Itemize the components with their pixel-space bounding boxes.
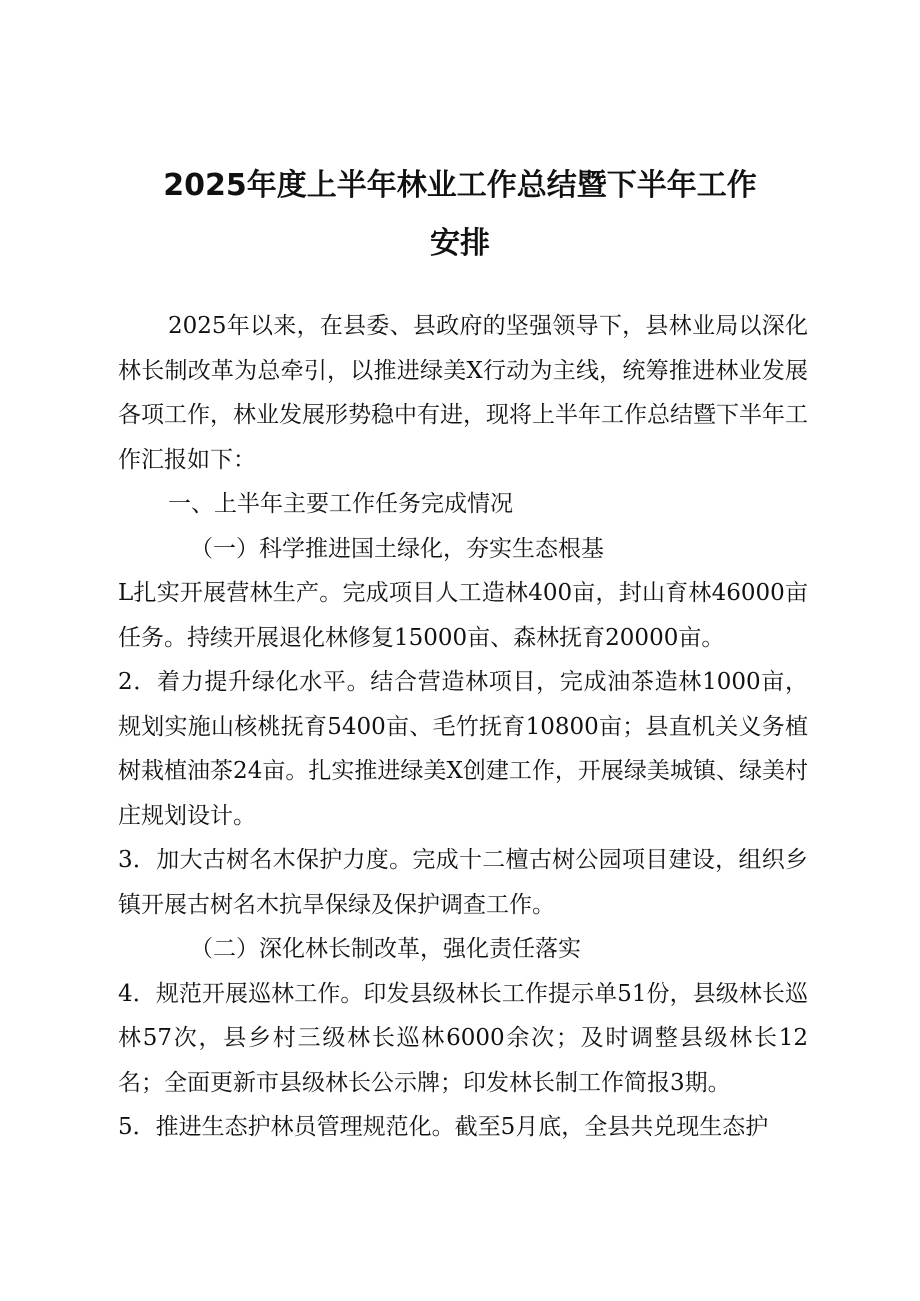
intro-paragraph: 2025年以来，在县委、县政府的坚强领导下，县林业局以深化林长制改革为总牵引，以推进绿美X行动为主线，统筹推进林业发展各项工作，林业发展形势稳中有进，现将上半年工作总结暨下半年工作汇报如下： (118, 313, 808, 473)
list-item-3: 3．加大古树名木保护力度。完成十二檀古树公园项目建设，组织乡镇开展古树名木抗旱保绿及保护调查工作。 (118, 847, 808, 918)
title-line-2: 安排 (430, 226, 490, 261)
list-item-5: 5．推进生态护林员管理规范化。截至5月底，全县共兑现生态护 (118, 1114, 769, 1140)
document-body (118, 304, 808, 1150)
subsection-heading-2: （二）深化林长制改革，强化责任落实 (190, 936, 581, 962)
list-item-1: L扎实开展营林生产。完成项目人工造林400亩，封山育林46000亩任务。持续开展退化林修复15000亩、森林抚育20000亩。 (118, 580, 808, 651)
list-item-2: 2．着力提升绿化水平。结合营造林项目，完成油茶造林1000亩，规划实施山核桃抚育5400亩、毛竹抚育10800亩；县直机关义务植树栽植油茶24亩。扎实推进绿美X创建工作，开展绿美城镇、绿美村庄规划设计。 (118, 669, 808, 829)
list-item-4: 4．规范开展巡林工作。印发县级林长工作提示单51份，县级林长巡林57次，县乡村三级林长巡林6000余次；及时调整县级林长12名；全面更新市县级林长公示牌；印发林长制工作简报3期。 (118, 980, 808, 1096)
title-line-1: 2025年度上半年林业工作总结暨下半年工作 (163, 168, 757, 203)
subsection-heading-1: （一）科学推进国土绿化，夯实生态根基 (190, 535, 604, 562)
document-title (120, 157, 800, 273)
section-heading-1: 一、上半年主要工作任务完成情况 (168, 491, 513, 517)
